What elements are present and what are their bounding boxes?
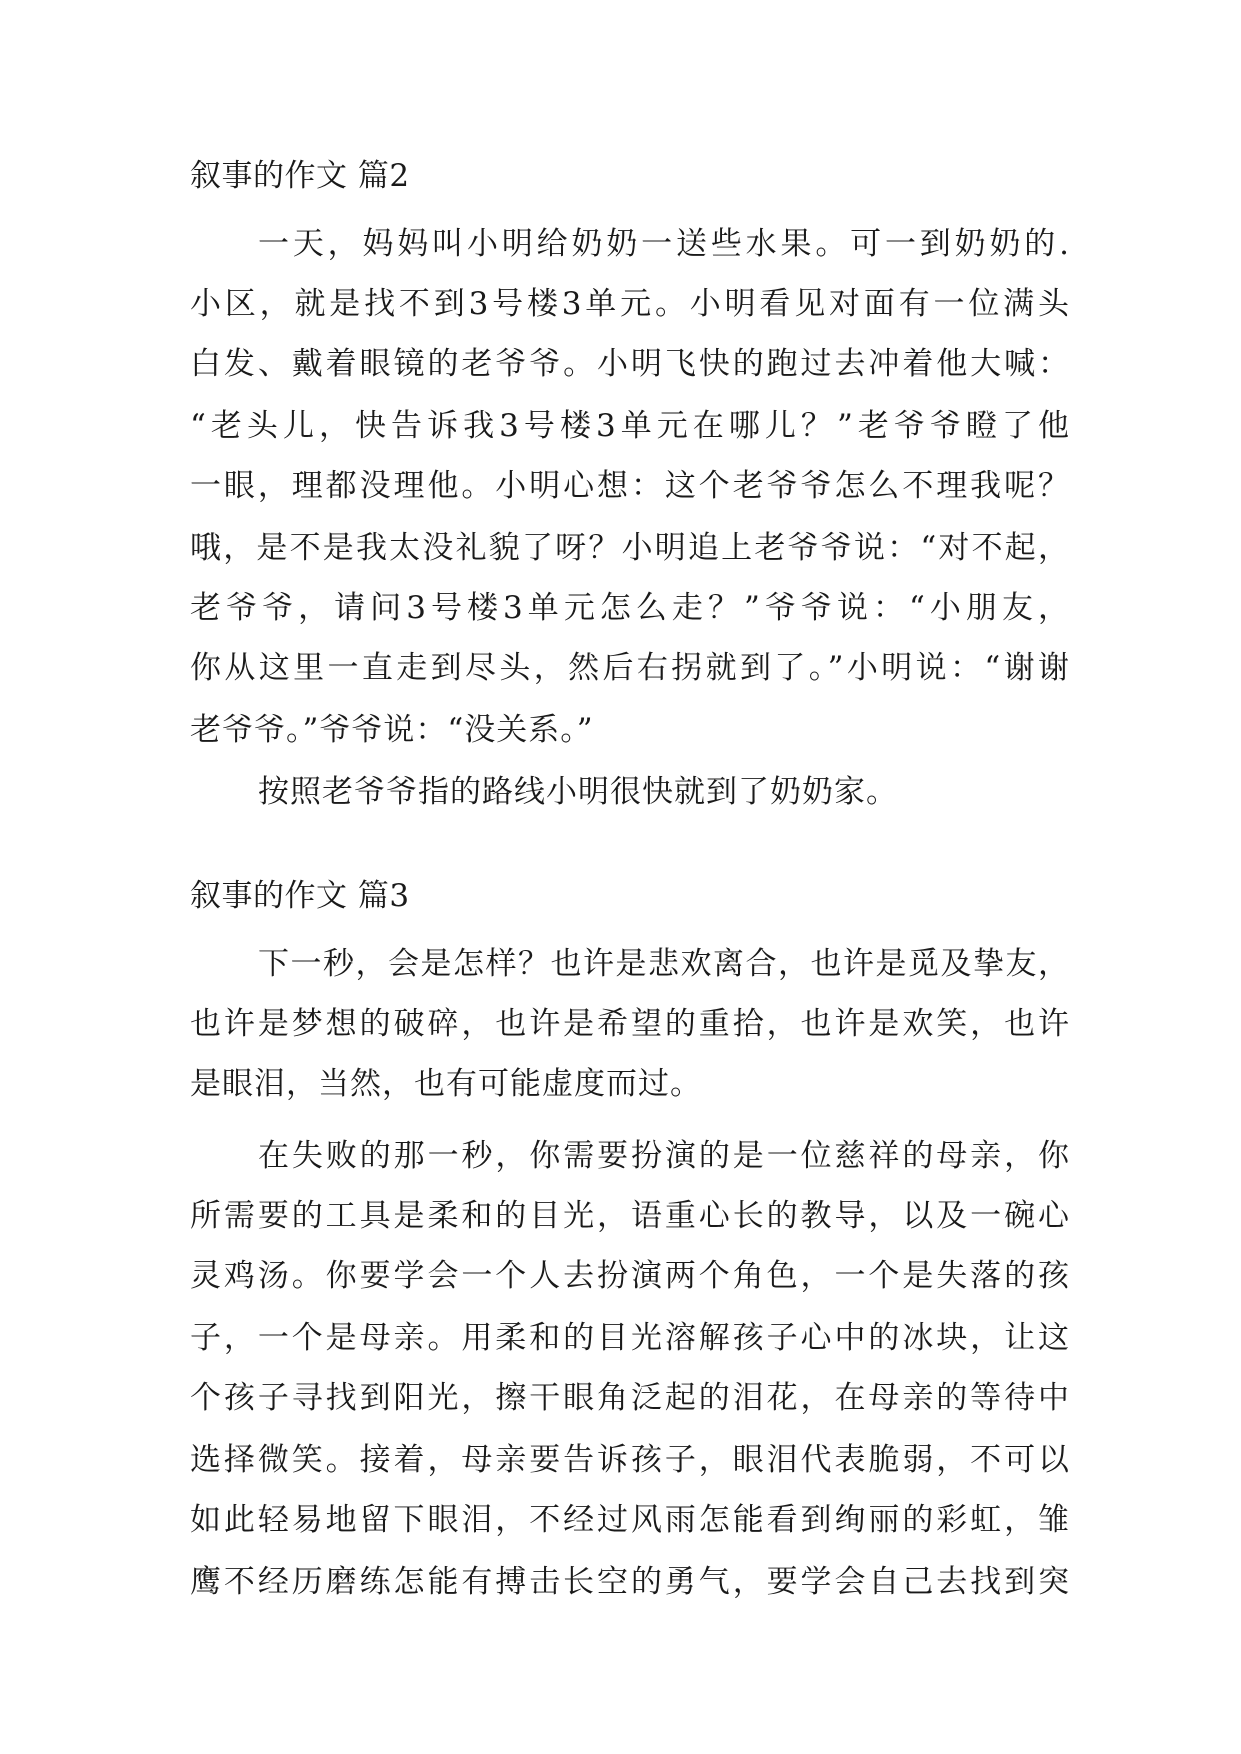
essay-3-line: 所需要的工具是柔和的目光，语重心长的教导，以及一碗心	[190, 1198, 1070, 1234]
essay-3-line: 是眼泪，当然，也有可能虚度而过。	[190, 1066, 702, 1102]
essay-3-line: 在失败的那一秒，你需要扮演的是一位慈祥的母亲，你	[258, 1138, 1070, 1174]
essay-2-line: 按照老爷爷指的路线小明很快就到了奶奶家。	[258, 774, 898, 810]
essay-3-line: 个孩子寻找到阳光，擦干眼角泛起的泪花，在母亲的等待中	[190, 1380, 1070, 1416]
essay-2-line: 一眼，理都没理他。小明心想：这个老爷爷怎么不理我呢？	[190, 468, 1070, 504]
essay-3-line: 如此轻易地留下眼泪，不经过风雨怎能看到绚丽的彩虹，雏	[190, 1502, 1070, 1538]
essay-3-line: 下一秒，会是怎样？也许是悲欢离合，也许是觅及挚友，	[258, 946, 1070, 982]
essay-2-title: 叙事的作文 篇2	[190, 158, 410, 194]
essay-2-line: “老头儿，快告诉我3号楼3单元在哪儿？”老爷爷瞪了他	[190, 408, 1070, 444]
essay-3-line: 选择微笑。接着，母亲要告诉孩子，眼泪代表脆弱，不可以	[190, 1442, 1070, 1478]
essay-3-title: 叙事的作文 篇3	[190, 878, 410, 914]
essay-3-line: 鹰不经历磨练怎能有搏击长空的勇气，要学会自己去找到突	[190, 1564, 1070, 1600]
essay-3-line: 灵鸡汤。你要学会一个人去扮演两个角色，一个是失落的孩	[190, 1258, 1070, 1294]
essay-2-line: 小区，就是找不到3号楼3单元。小明看见对面有一位满头	[190, 286, 1070, 322]
essay-2-line: 老爷爷，请问3号楼3单元怎么走？”爷爷说：“小朋友，	[190, 590, 1070, 626]
essay-3-line: 子，一个是母亲。用柔和的目光溶解孩子心中的冰块，让这	[190, 1320, 1070, 1356]
essay-2-line: 白发、戴着眼镜的老爷爷。小明飞快的跑过去冲着他大喊：	[190, 346, 1070, 382]
essay-2-line: 哦，是不是我太没礼貌了呀？小明追上老爷爷说：“对不起，	[190, 530, 1070, 566]
essay-3-line: 也许是梦想的破碎，也许是希望的重拾，也许是欢笑，也许	[190, 1006, 1070, 1042]
essay-2-line: 你从这里一直走到尽头，然后右拐就到了。”小明说：“谢谢	[190, 650, 1070, 686]
essay-2-line: 一天，妈妈叫小明给奶奶一送些水果。可一到奶奶的.	[258, 226, 1070, 262]
essay-2-line: 老爷爷。”爷爷说：“没关系。”	[190, 712, 594, 748]
